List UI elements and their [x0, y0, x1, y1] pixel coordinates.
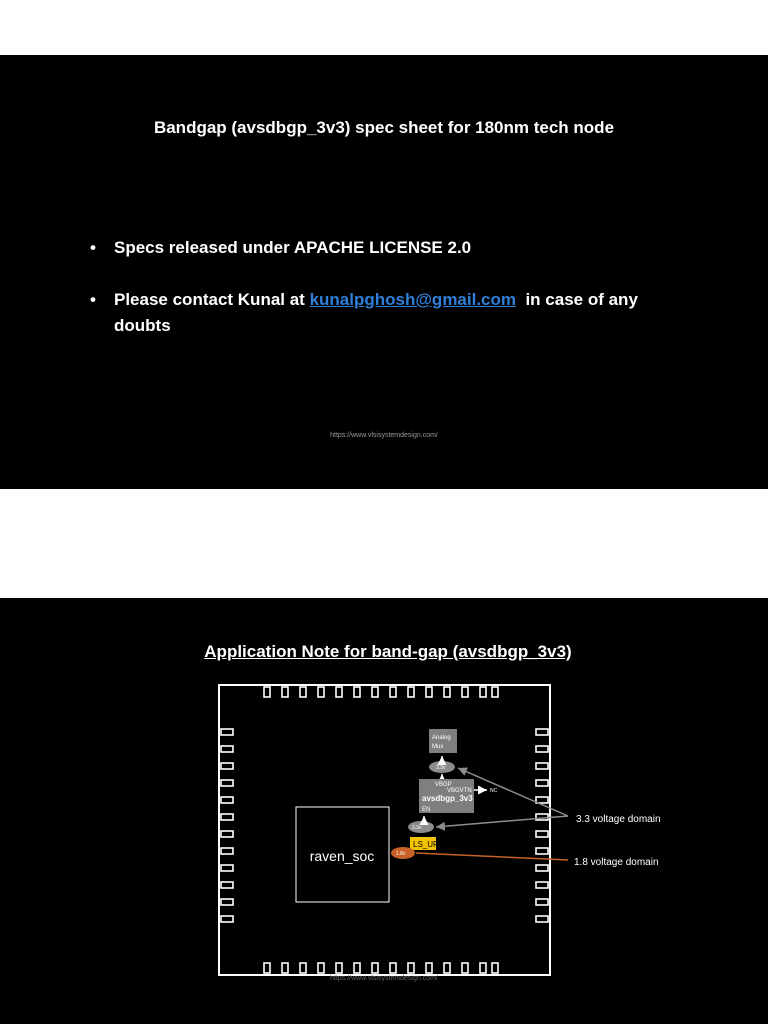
vbgp-label: VBGP — [435, 782, 452, 788]
slide-1-footer-url: https://www.vlsisystemdesign.com/ — [330, 432, 438, 439]
vbgvtn-label: VBGVTN — [447, 788, 472, 794]
slide-1 — [0, 55, 768, 489]
ellipse-top-label: 3.3v — [436, 765, 446, 771]
bullet-contact-prefix: Please contact Kunal at — [114, 290, 310, 309]
ellipse-bottom-label: 3.3v — [412, 825, 422, 831]
bullet-license-text: Specs released under APACHE LICENSE 2.0 — [114, 238, 472, 257]
domain-1v8-label: 1.8 voltage domain — [574, 857, 659, 868]
domain-3v3-label: 3.3 voltage domain — [576, 814, 661, 825]
bullet-dot: • — [90, 290, 96, 309]
analog-mux-label-2: Mux — [432, 744, 444, 750]
en-label: EN — [422, 807, 431, 813]
bullet-dot: • — [90, 238, 96, 257]
bullet-license — [90, 235, 690, 261]
raven-soc-label: raven_soc — [309, 848, 375, 864]
slide-2 — [0, 598, 768, 1024]
analog-mux-label-1: Analog — [432, 735, 451, 741]
ellipse-1v8-label: 1.8v — [396, 851, 406, 857]
left-pads — [221, 729, 233, 922]
avsdbgp-label: avsdbgp_3v3 — [422, 794, 473, 803]
nc-label: NC — [490, 788, 498, 794]
bullet-contact — [90, 287, 690, 339]
slide-2-title: Application Note for band-gap (avsdbgp_3v3) — [204, 642, 572, 661]
bullet-contact-suffix: in case of any doubts — [114, 290, 643, 335]
chip-outline — [219, 685, 550, 975]
ls-up-label: LS_UP — [413, 840, 439, 849]
bullet-list — [90, 235, 690, 365]
bottom-pads — [264, 963, 498, 973]
email-link[interactable]: kunalpghosh@gmail.com — [309, 290, 517, 309]
slide-2-footer-url: https://www.vlsisystemdesign.com/ — [330, 975, 438, 982]
slide-1-title: Bandgap (avsdbgp_3v3) spec sheet for 180nm tech node — [153, 118, 615, 137]
right-pads — [536, 729, 548, 922]
top-pads — [264, 687, 498, 697]
application-diagram — [0, 598, 768, 1024]
